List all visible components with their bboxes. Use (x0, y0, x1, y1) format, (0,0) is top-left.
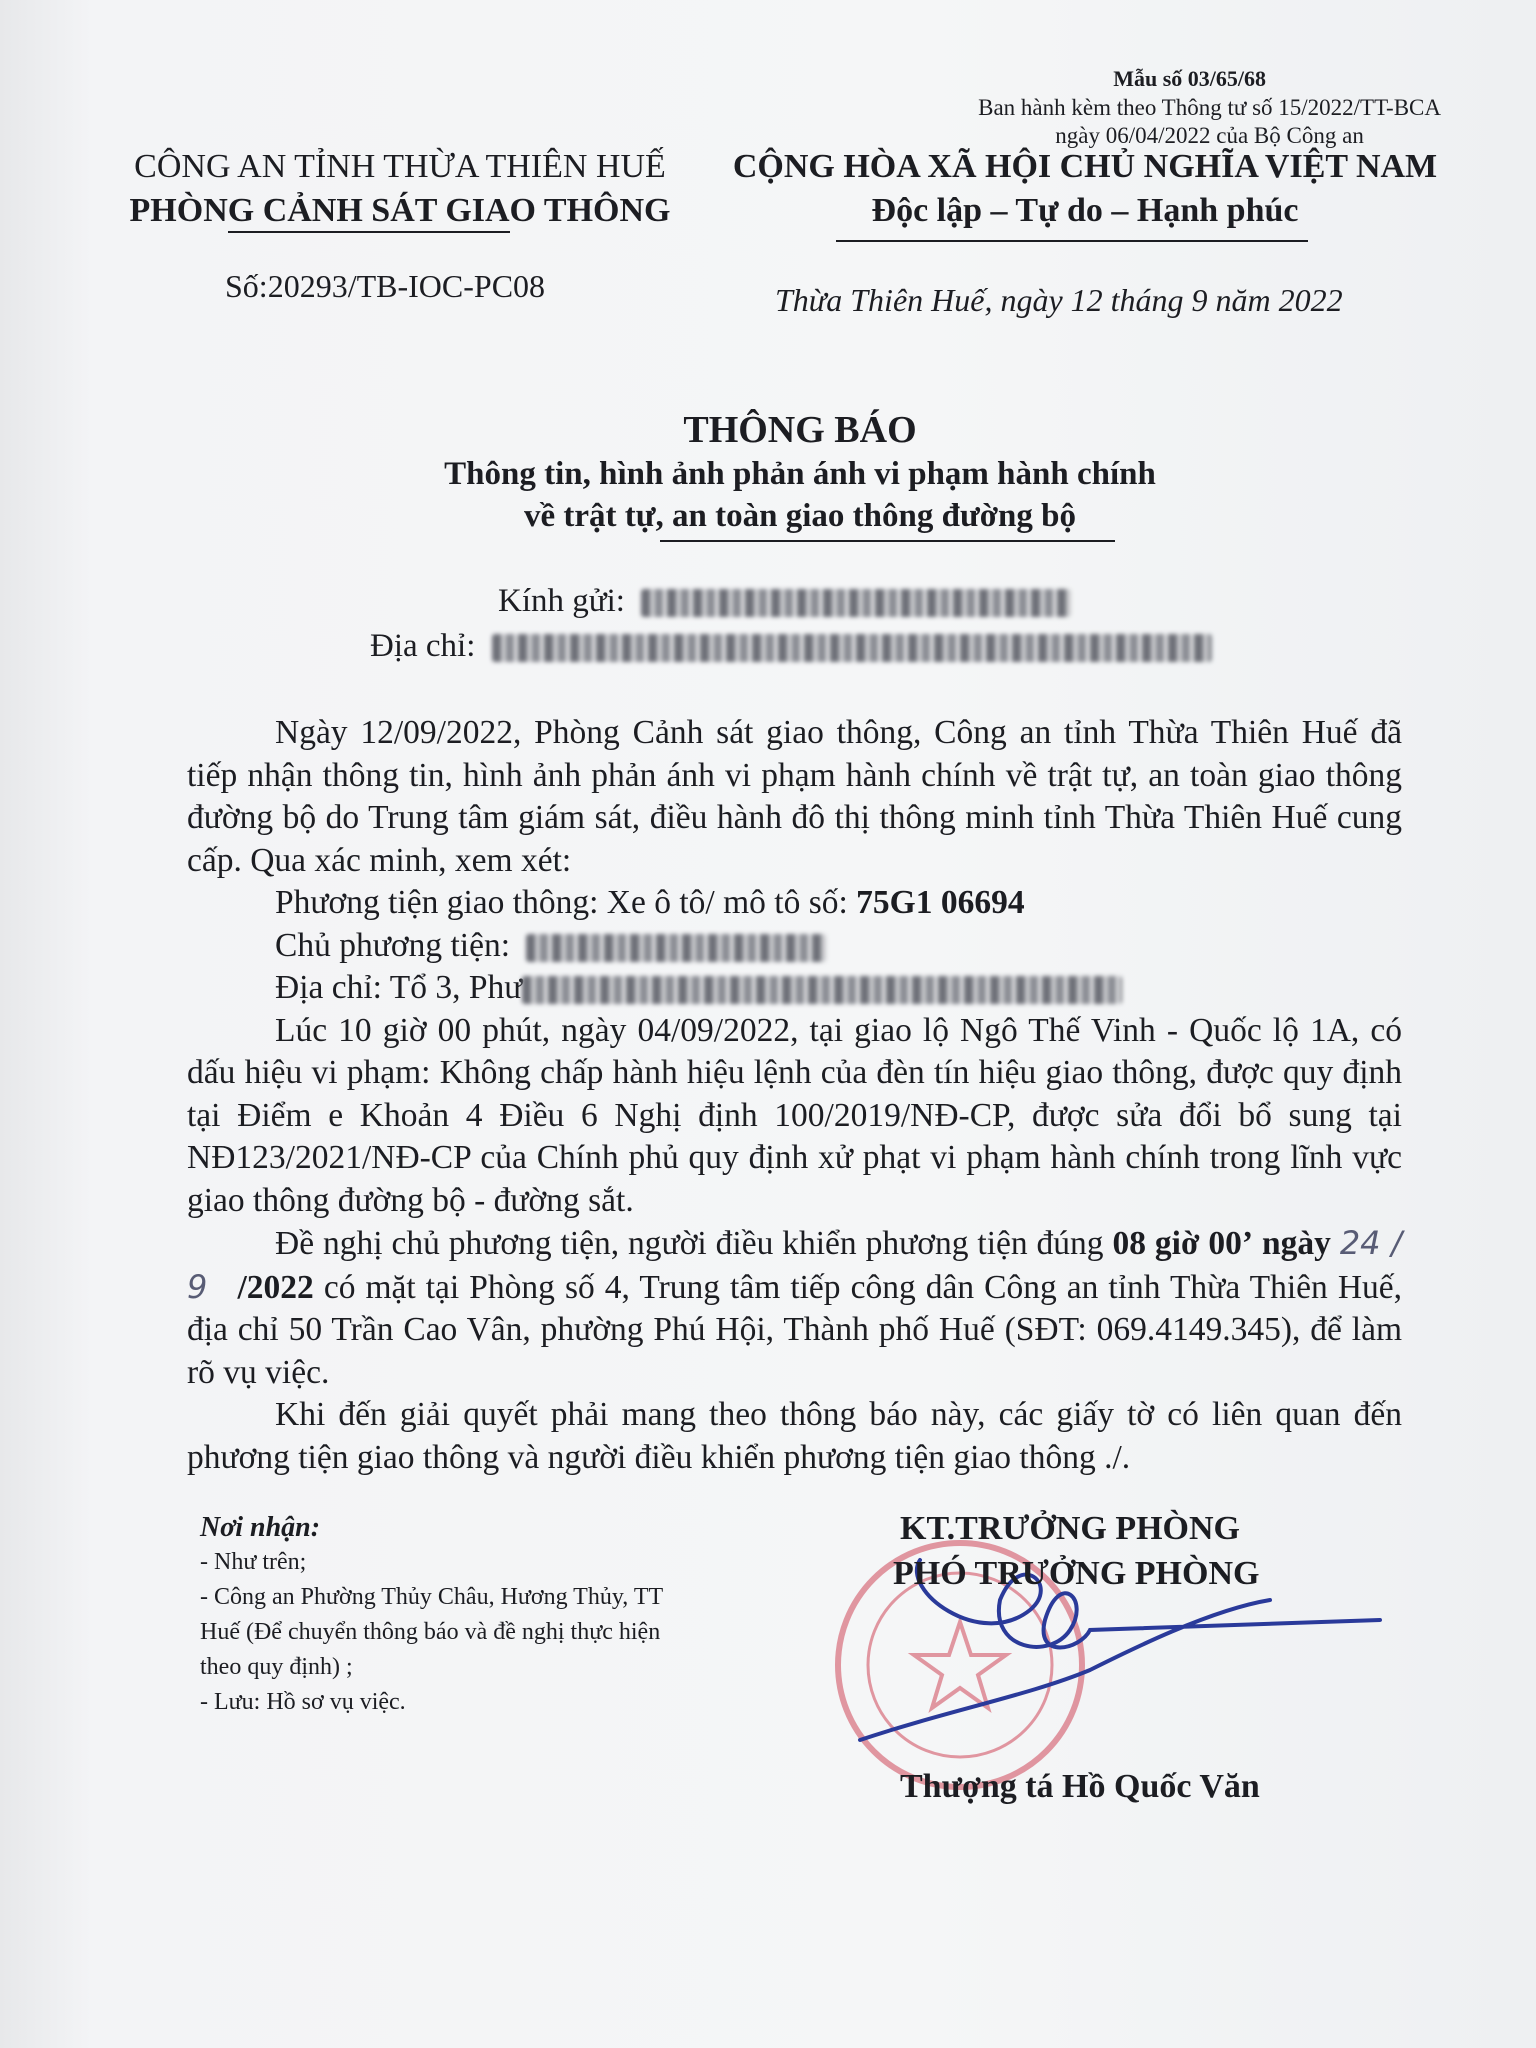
recipient-address-label: Địa chỉ: (370, 628, 476, 664)
nation-line1: CỘNG HÒA XÃ HỘI CHỦ NGHĨA VIỆT NAM (732, 148, 1438, 185)
appointment-year: /2022 (237, 1268, 314, 1306)
receiver-item: - Như trên; (200, 1549, 307, 1575)
form-issued-line1: Ban hành kèm theo Thông tư số 15/2022/TT-BCA (978, 95, 1441, 120)
receiver-item: - Lưu: Hồ sơ vụ việc. (200, 1689, 406, 1715)
nation-header (705, 145, 1465, 233)
redacted-owner-address (522, 976, 1122, 1004)
vehicle-label: Phương tiện giao thông: Xe ô tô/ mô tô số: (275, 884, 848, 921)
document-body (187, 712, 1402, 1479)
form-issued-line2: ngày 06/04/2022 của Bộ Công an (1055, 123, 1364, 148)
recipient-label: Kính gửi: (498, 583, 625, 619)
recipient-line (498, 583, 1071, 620)
body-paragraph-3 (187, 1222, 1402, 1394)
p3-text-b: có mặt tại Phòng số 4, Trung tâm tiếp công dân Công an tỉnh Thừa Thiên Huế, địa chỉ 50 Trần Cao Vân, phường Phú Hội, Thành phố Huế (SĐT: 069.4149.345), để làm rõ vụ việc. (187, 1268, 1403, 1391)
document-date: Thừa Thiên Huế, ngày 12 tháng 9 năm 2022 (775, 282, 1343, 318)
agency-line2: PHÒNG CẢNH SÁT GIAO THÔNG (129, 192, 671, 229)
agency-underline (228, 231, 510, 233)
agency-line1: CÔNG AN TỈNH THỪA THIÊN HUẾ (134, 148, 666, 185)
redacted-recipient-name (641, 589, 1071, 617)
recipient-address-line (370, 628, 1212, 665)
owner-line (187, 925, 1402, 968)
document-subtitle-1: Thông tin, hình ảnh phản ánh vi phạm hành chính (444, 456, 1156, 492)
receivers-block (200, 1510, 663, 1720)
body-paragraph-2: Lúc 10 giờ 00 phút, ngày 04/09/2022, tại giao lộ Ngô Thế Vinh - Quốc lộ 1A, có dấu hiệu vi phạm: Không chấp hành hiệu lệnh của đèn tín hiệu giao thông, được quy định tại Điểm e Khoản 4 Điều 6 Nghị định 100/2019/NĐ-CP, được sửa đổi bổ sung tại NĐ123/2021/NĐ-CP của Chính phủ quy định xử phạt vi phạm hành chính trong lĩnh vực giao thông đường bộ - đường sắt. (187, 1011, 1402, 1219)
official-stamp-and-signature (830, 1510, 1390, 1800)
signature-title-2: PHÓ TRƯỞNG PHÒNG (893, 1555, 1260, 1592)
nation-motto: Độc lập – Tự do – Hạnh phúc (871, 192, 1299, 229)
body-paragraph-1: Ngày 12/09/2022, Phòng Cảnh sát giao thông, Công an tỉnh Thừa Thiên Huế đã tiếp nhận thông tin, hình ảnh phản ánh vi phạm hành chính về trật tự, an toàn giao thông đường bộ do Trung tâm giám sát, điều hành đô thị thông minh tỉnh Thừa Thiên Huế cung cấp. Qua xác minh, xem xét: (187, 714, 1402, 879)
signature-title-1: KT.TRƯỞNG PHÒNG (900, 1510, 1240, 1547)
signer-name: Thượng tá Hồ Quốc Văn (900, 1768, 1260, 1805)
p3-text-a: Đề nghị chủ phương tiện, người điều khiển phương tiện đúng (275, 1225, 1104, 1262)
owner-label: Chủ phương tiện: (275, 926, 511, 964)
redacted-owner-name (526, 934, 826, 962)
form-issued-note (978, 94, 1441, 150)
subtitle-underline (660, 540, 1115, 542)
document-subtitle-2: về trật tự, an toàn giao thông đường bộ (523, 498, 1076, 534)
document-number: Số:20293/TB-IOC-PC08 (225, 268, 546, 304)
owner-address-line (187, 967, 1402, 1010)
receivers-title: Nơi nhận: (200, 1512, 321, 1543)
vehicle-line (187, 882, 1402, 925)
redacted-recipient-address (492, 634, 1212, 662)
owner-address-label: Địa chỉ: Tổ 3, Phư (275, 969, 523, 1006)
appointment-day-label: ngày (1262, 1225, 1331, 1262)
body-paragraph-4: Khi đến giải quyết phải mang theo thông báo này, các giấy tờ có liên quan đến phương tiện giao thông và người điều khiển phương tiện giao thông ./. (187, 1396, 1402, 1476)
form-code: Mẫu số 03/65/68 (1113, 66, 1266, 91)
motto-underline (836, 240, 1308, 242)
receiver-item: - Công an Phường Thủy Châu, Hương Thủy, TT (200, 1584, 664, 1610)
receiver-item: Huế (Để chuyển thông báo và đề nghị thực hiện (200, 1619, 661, 1645)
appointment-time: 08 giờ 00’ (1112, 1225, 1254, 1262)
handwritten-date: 24 / 9 (187, 1224, 1403, 1306)
agency-header (100, 145, 700, 233)
document-title: THÔNG BÁO (683, 409, 917, 451)
receiver-item: theo quy định) ; (200, 1654, 353, 1680)
license-plate: 75G1 06694 (856, 884, 1025, 921)
